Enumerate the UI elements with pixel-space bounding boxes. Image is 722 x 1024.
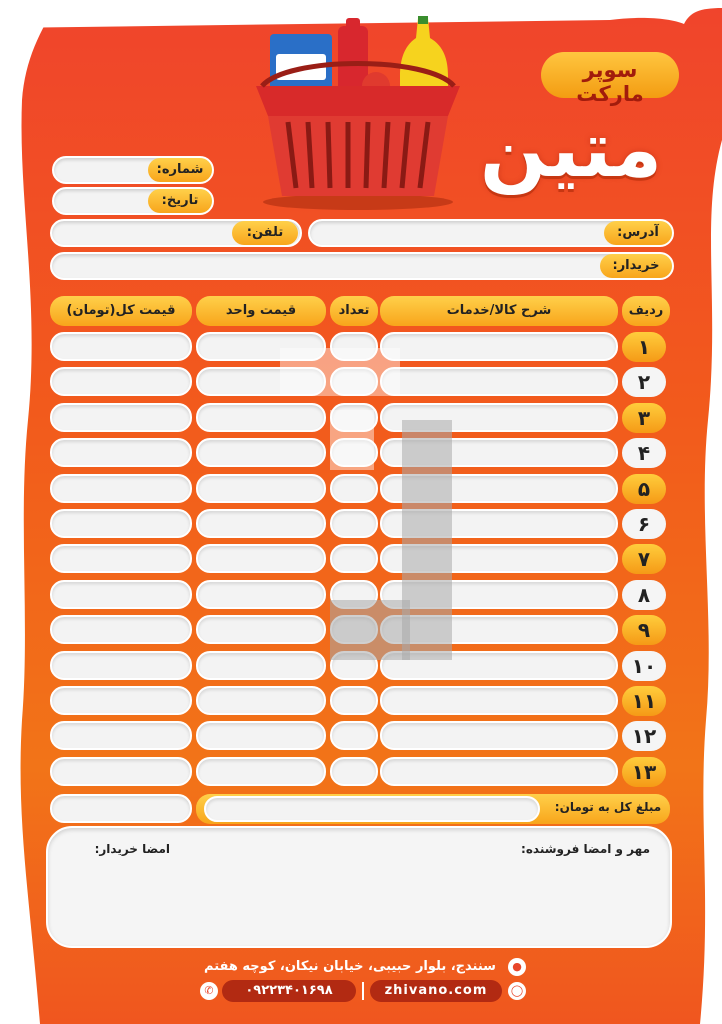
description-cell[interactable] — [380, 580, 618, 609]
unit-price-cell[interactable] — [196, 721, 326, 750]
unit-price-cell[interactable] — [196, 438, 326, 467]
footer-divider — [362, 982, 364, 1000]
unit-price-cell[interactable] — [196, 509, 326, 538]
footer-website[interactable]: zhivano.com — [370, 980, 502, 1002]
row-number: ۴ — [622, 438, 666, 468]
unit-price-cell[interactable] — [196, 367, 326, 396]
quantity-cell[interactable] — [330, 509, 378, 538]
grand-total-label: مبلغ کل به تومان: — [554, 800, 662, 814]
shopping-basket-icon — [248, 16, 468, 212]
quantity-cell[interactable] — [330, 367, 378, 396]
total-price-cell[interactable] — [50, 686, 192, 715]
buyer-field[interactable] — [50, 252, 674, 280]
description-cell[interactable] — [380, 509, 618, 538]
quantity-cell[interactable] — [330, 615, 378, 644]
footer-phone[interactable]: ۰۹۲۲۳۴۰۱۶۹۸ — [222, 980, 356, 1002]
location-icon: ● — [508, 958, 526, 976]
row-number: ۲ — [622, 367, 666, 397]
description-cell[interactable] — [380, 367, 618, 396]
row-number: ۱ — [622, 332, 666, 362]
description-cell[interactable] — [380, 686, 618, 715]
unit-price-cell[interactable] — [196, 332, 326, 361]
row-number: ۷ — [622, 544, 666, 574]
total-price-cell[interactable] — [50, 332, 192, 361]
header-total-price: قیمت کل(تومان) — [50, 296, 192, 326]
address-label: آدرس: — [604, 221, 672, 245]
row-number: ۱۰ — [622, 651, 666, 681]
quantity-cell[interactable] — [330, 544, 378, 573]
row-number: ۳ — [622, 403, 666, 433]
description-cell[interactable] — [380, 474, 618, 503]
description-cell[interactable] — [380, 544, 618, 573]
description-cell[interactable] — [380, 615, 618, 644]
phone-label: تلفن: — [232, 221, 298, 245]
description-cell[interactable] — [380, 757, 618, 786]
total-price-cell[interactable] — [50, 651, 192, 680]
phone-icon[interactable]: ✆ — [200, 982, 218, 1000]
total-price-cell[interactable] — [50, 615, 192, 644]
unit-price-cell[interactable] — [196, 474, 326, 503]
row-number: ۶ — [622, 509, 666, 539]
description-cell[interactable] — [380, 721, 618, 750]
footer-address: سنندج، بلوار حبیبی، خیابان نیکان، کوچه هفتم — [204, 959, 496, 974]
unit-price-cell[interactable] — [196, 651, 326, 680]
unit-price-cell[interactable] — [196, 580, 326, 609]
grand-total-field[interactable] — [204, 796, 540, 822]
store-subtitle: سوپر مارکت — [576, 58, 644, 106]
total-price-cell[interactable] — [50, 367, 192, 396]
total-price-cell[interactable] — [50, 438, 192, 467]
row-number: ۵ — [622, 474, 666, 504]
total-price-cell[interactable] — [50, 509, 192, 538]
row-number: ۱۱ — [622, 686, 666, 716]
row-number: ۹ — [622, 615, 666, 645]
unit-price-cell[interactable] — [196, 615, 326, 644]
description-cell[interactable] — [380, 438, 618, 467]
row-number: ۱۳ — [622, 757, 666, 787]
unit-price-cell[interactable] — [196, 686, 326, 715]
unit-price-cell[interactable] — [196, 544, 326, 573]
quantity-cell[interactable] — [330, 474, 378, 503]
number-label: شماره: — [148, 158, 212, 182]
quantity-cell[interactable] — [330, 757, 378, 786]
date-label: تاریخ: — [148, 189, 212, 213]
quantity-cell[interactable] — [330, 721, 378, 750]
total-price-cell[interactable] — [50, 580, 192, 609]
store-title: متین — [479, 105, 663, 195]
total-price-cell[interactable] — [50, 757, 192, 786]
quantity-cell[interactable] — [330, 403, 378, 432]
buyer-label: خریدار: — [600, 254, 672, 278]
total-price-cell[interactable] — [50, 721, 192, 750]
header-description: شرح کالا/خدمات — [380, 296, 618, 326]
seller-signature-label: مهر و امضا فروشنده: — [521, 842, 650, 856]
description-cell[interactable] — [380, 403, 618, 432]
quantity-cell[interactable] — [330, 686, 378, 715]
buyer-signature-label: امضا خریدار: — [94, 842, 170, 856]
globe-icon[interactable]: ◯ — [508, 982, 526, 1000]
header-quantity: تعداد — [330, 296, 378, 326]
quantity-cell[interactable] — [330, 332, 378, 361]
grand-total-value[interactable] — [50, 794, 192, 823]
quantity-cell[interactable] — [330, 580, 378, 609]
unit-price-cell[interactable] — [196, 403, 326, 432]
total-price-cell[interactable] — [50, 544, 192, 573]
description-cell[interactable] — [380, 651, 618, 680]
description-cell[interactable] — [380, 332, 618, 361]
header-unit-price: قیمت واحد — [196, 296, 326, 326]
quantity-cell[interactable] — [330, 438, 378, 467]
total-price-cell[interactable] — [50, 474, 192, 503]
unit-price-cell[interactable] — [196, 757, 326, 786]
row-number: ۸ — [622, 580, 666, 610]
row-number: ۱۲ — [622, 721, 666, 751]
header-row-number: ردیف — [622, 296, 670, 326]
quantity-cell[interactable] — [330, 651, 378, 680]
total-price-cell[interactable] — [50, 403, 192, 432]
